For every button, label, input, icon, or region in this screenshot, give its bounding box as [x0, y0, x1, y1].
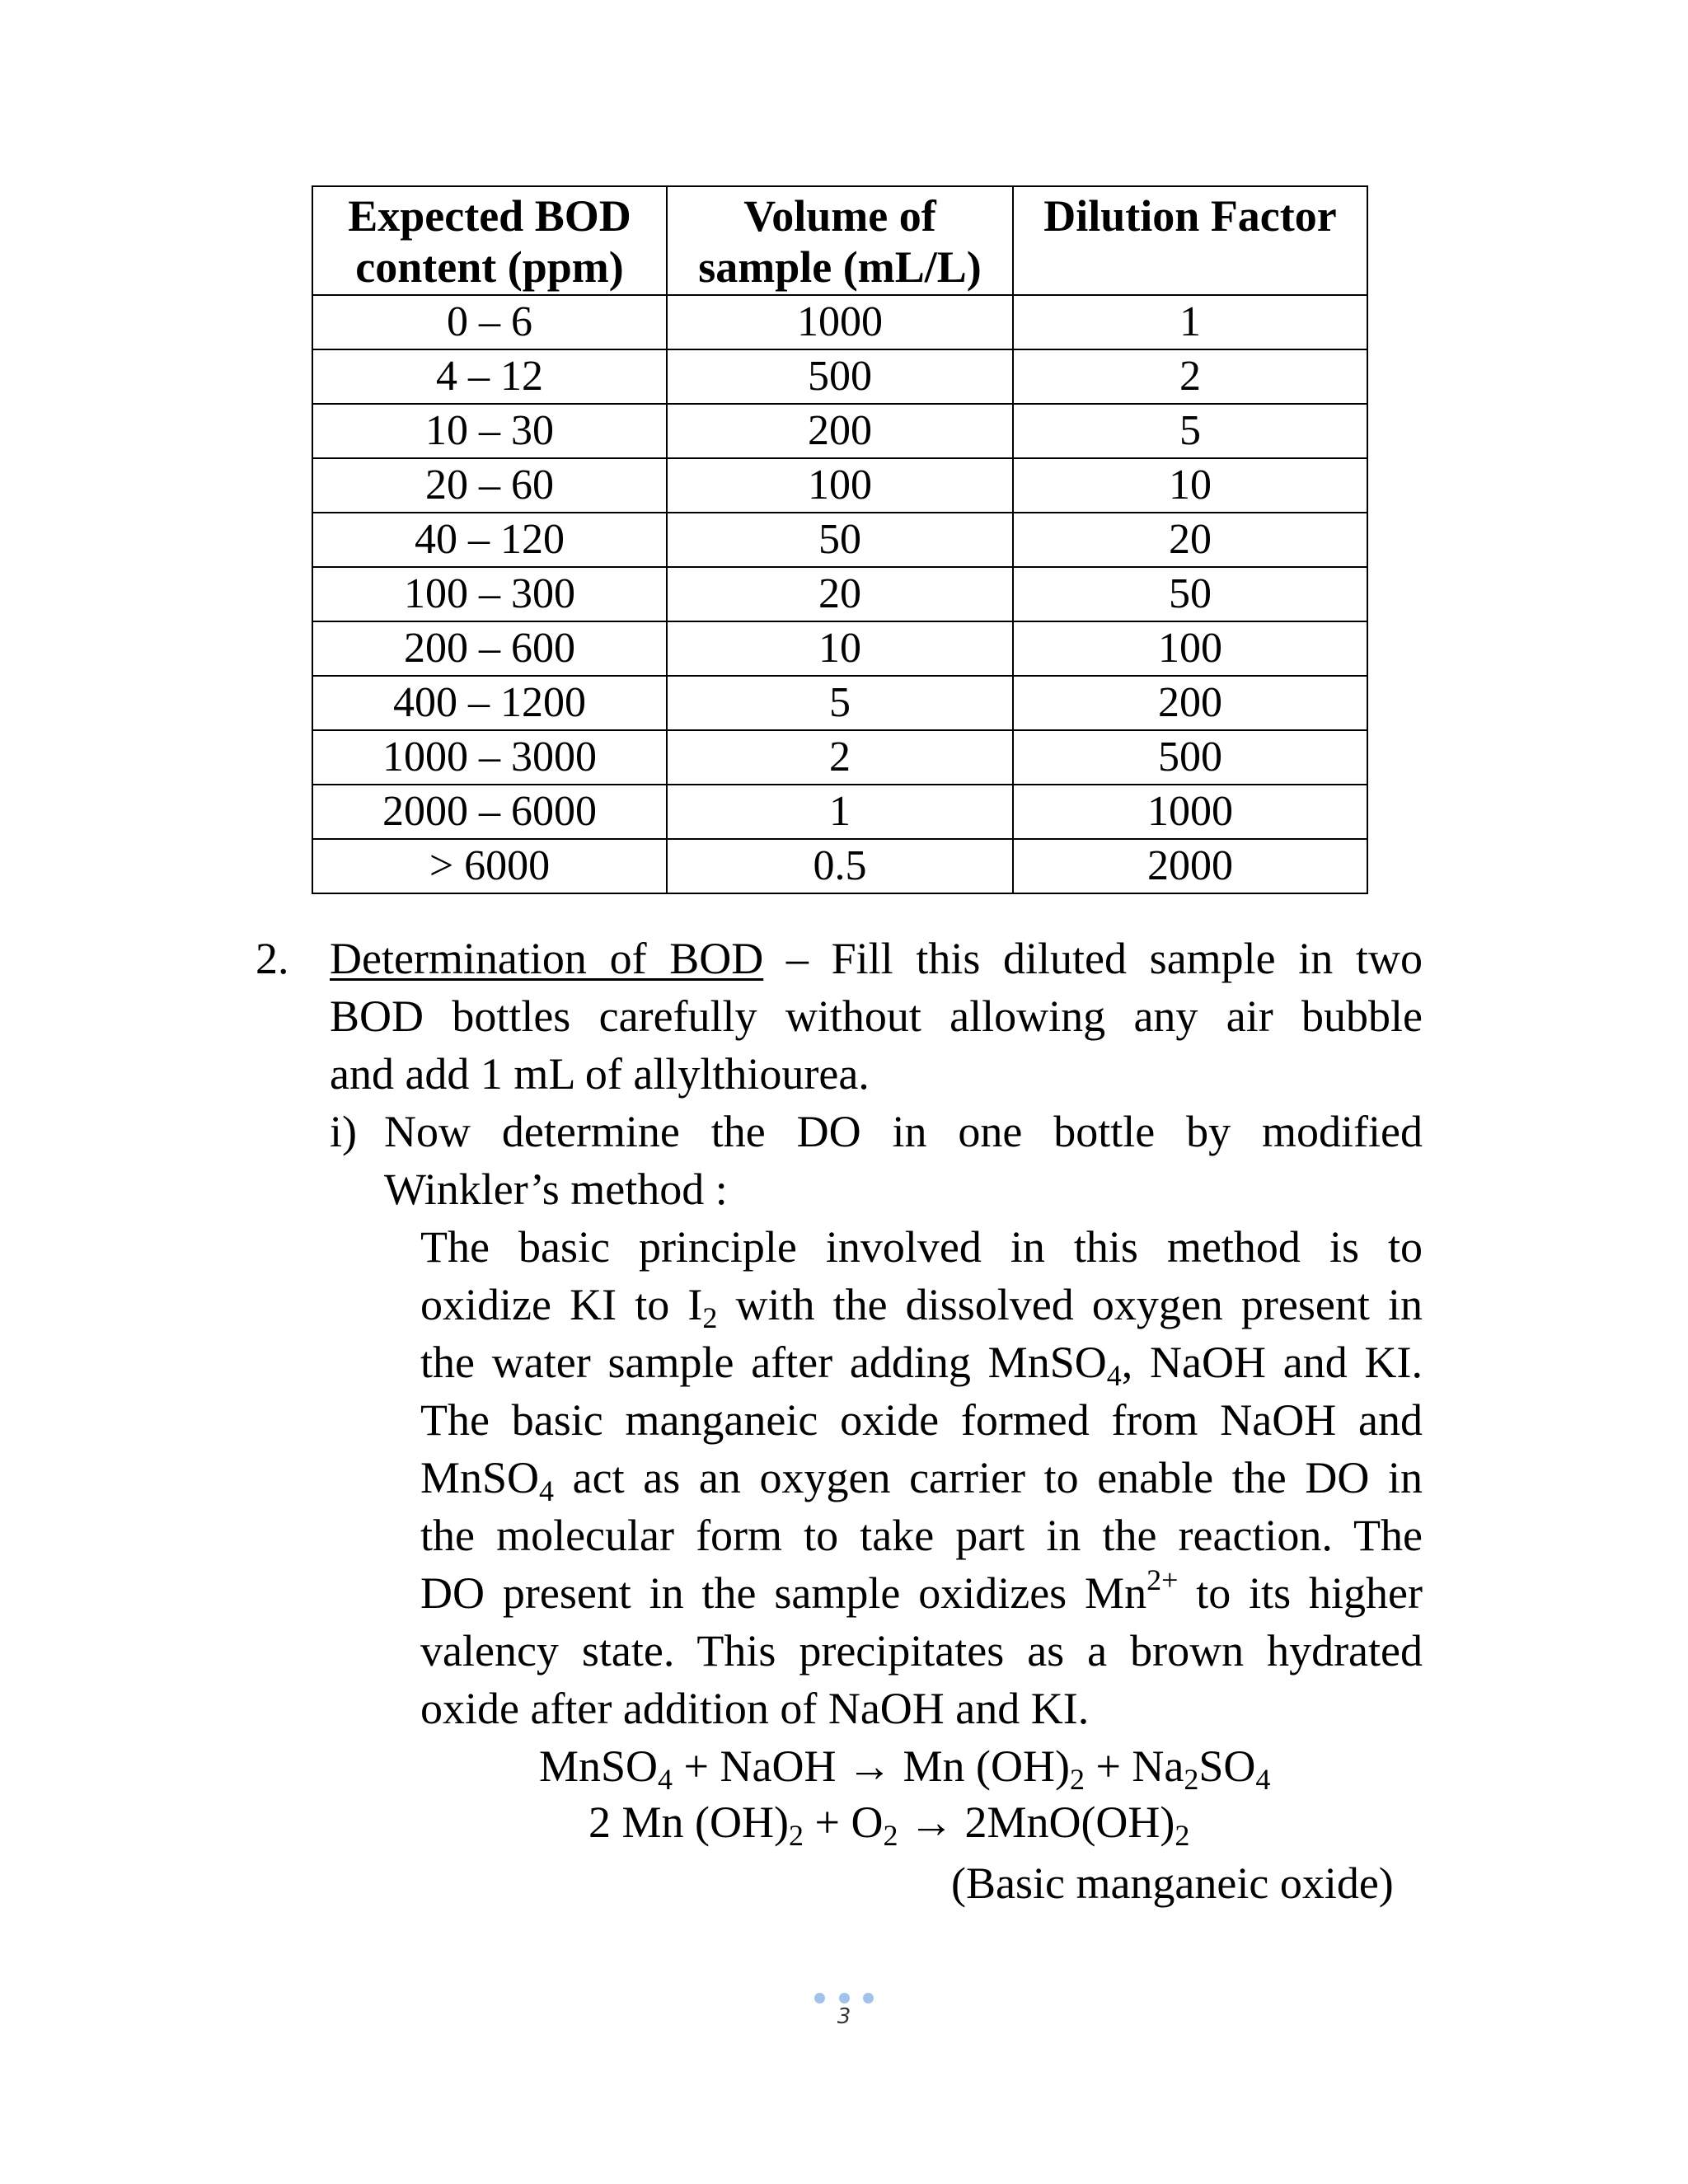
text-line — [420, 1333, 1423, 1391]
subscript: 2 — [883, 1819, 898, 1852]
eq-term: + NaOH → Mn (OH) — [673, 1741, 1070, 1791]
text-span: oxidize KI to I — [420, 1280, 703, 1329]
table-row — [312, 349, 1367, 404]
header-line: sample (mL/L) — [698, 242, 982, 292]
text-line: Now determine the DO in one bottle by modified — [384, 1107, 1423, 1156]
header-expected-bod — [312, 186, 667, 295]
text-line: The basic manganeic oxide formed from NaOH and — [420, 1395, 1423, 1445]
eq-term: + Na — [1084, 1741, 1184, 1791]
dot-icon — [863, 1993, 874, 2004]
table-cell: 200 — [667, 404, 1013, 458]
table-cell: 1 — [1013, 295, 1367, 349]
table-cell: 5 — [1013, 404, 1367, 458]
text-span: the water sample after adding MnSO — [420, 1338, 1107, 1387]
header-line: Volume of — [743, 191, 936, 241]
table-cell: 400 – 1200 — [312, 676, 667, 730]
dot-icon — [839, 1993, 850, 2004]
table-cell: 50 — [667, 513, 1013, 567]
table-cell: 20 — [667, 567, 1013, 621]
table-cell: 500 — [1013, 730, 1367, 785]
table-row — [312, 458, 1367, 513]
table-row — [312, 513, 1367, 567]
subscript: 4 — [658, 1763, 673, 1796]
table-row — [312, 295, 1367, 349]
text-line: valency state. This precipitates as a brown hydrated — [420, 1626, 1423, 1675]
table-cell: 2000 — [1013, 839, 1367, 893]
table-row — [312, 567, 1367, 621]
table-row — [312, 404, 1367, 458]
dot-icon — [814, 1993, 825, 2004]
text-line: BOD bottles carefully without allowing any air bubble — [330, 991, 1423, 1041]
text-span: , NaOH and KI. — [1121, 1338, 1423, 1387]
table-cell: 20 — [1013, 513, 1367, 567]
table-cell: 0.5 — [667, 839, 1013, 893]
text-line — [330, 930, 1423, 987]
superscript: 2+ — [1146, 1563, 1179, 1596]
header-line: Expected BOD — [348, 191, 631, 241]
table-cell: 200 – 600 — [312, 621, 667, 676]
text-line — [420, 1276, 1423, 1333]
table-cell: 100 — [1013, 621, 1367, 676]
text-span: act as an oxygen carrier to enable the DO in — [554, 1453, 1423, 1502]
table-cell: 100 – 300 — [312, 567, 667, 621]
eq-term: SO — [1198, 1741, 1256, 1791]
subscript: 2 — [788, 1819, 804, 1852]
header-line: Dilution Factor — [1043, 191, 1337, 241]
subscript: 2 — [1184, 1763, 1199, 1796]
subscript: 4 — [539, 1474, 555, 1507]
table-cell: > 6000 — [312, 839, 667, 893]
subscript: 4 — [1106, 1359, 1122, 1392]
text-line: The basic principle involved in this method is to — [420, 1222, 1423, 1272]
table-header-row — [312, 186, 1367, 295]
table-cell: 100 — [667, 458, 1013, 513]
table-row — [312, 676, 1367, 730]
text-span: – Fill this diluted sample in two — [763, 934, 1423, 983]
subscript: 4 — [1255, 1763, 1271, 1796]
subscript: 2 — [702, 1301, 718, 1334]
bod-dilution-table — [312, 185, 1368, 894]
eq-term: + O — [803, 1797, 884, 1847]
text-line — [420, 1449, 1423, 1507]
eq-term: 2 Mn (OH) — [588, 1797, 789, 1847]
table-cell: 0 – 6 — [312, 295, 667, 349]
table-cell: 500 — [667, 349, 1013, 404]
table-row — [312, 621, 1367, 676]
table-cell: 200 — [1013, 676, 1367, 730]
eq-term: MnSO — [539, 1741, 659, 1791]
table-cell: 4 – 12 — [312, 349, 667, 404]
table-cell: 2 — [667, 730, 1013, 785]
table-cell: 2 — [1013, 349, 1367, 404]
table-cell: 1000 — [667, 295, 1013, 349]
header-dilution-factor — [1013, 186, 1367, 295]
table-cell: 1000 — [1013, 785, 1367, 839]
text-span: with the dissolved oxygen present in — [717, 1280, 1423, 1329]
sub-item-label: i) — [330, 1107, 357, 1156]
table-cell: 10 – 30 — [312, 404, 667, 458]
text-line — [420, 1564, 1423, 1622]
table-cell: 20 – 60 — [312, 458, 667, 513]
table-row — [312, 730, 1367, 785]
table-cell: 2000 – 6000 — [312, 785, 667, 839]
table-cell: 1 — [667, 785, 1013, 839]
table-cell: 1000 – 3000 — [312, 730, 667, 785]
table-cell: 10 — [667, 621, 1013, 676]
table-cell: 5 — [667, 676, 1013, 730]
equation-note: (Basic manganeic oxide) — [951, 1858, 1394, 1908]
text-line: the molecular form to take part in the reaction. The — [420, 1511, 1423, 1560]
table-cell: 40 – 120 — [312, 513, 667, 567]
text-line: and add 1 mL of allylthiourea. — [330, 1049, 870, 1099]
table-row — [312, 839, 1367, 893]
page-number: 3 — [837, 2004, 851, 2029]
text-line: oxide after addition of NaOH and KI. — [420, 1684, 1090, 1733]
header-volume-of-sample — [667, 186, 1013, 295]
table-row — [312, 785, 1367, 839]
header-line: content (ppm) — [355, 242, 624, 292]
equation-mnso4-naoh — [539, 1737, 1270, 1795]
list-number: 2. — [256, 934, 289, 983]
table-cell: 50 — [1013, 567, 1367, 621]
sub-item-winkler — [384, 1103, 1423, 1218]
subscript: 2 — [1069, 1763, 1085, 1796]
text-span: DO present in the sample oxidizes Mn — [420, 1568, 1147, 1618]
principle-paragraph — [420, 1218, 1423, 1737]
section-title: Determination of BOD — [330, 934, 764, 983]
item-determination-of-bod — [330, 930, 1423, 1103]
equation-mnoh2-oxidation — [588, 1793, 1189, 1851]
text-line: Winkler’s method : — [384, 1165, 728, 1214]
text-span: MnSO — [420, 1453, 540, 1502]
subscript: 2 — [1175, 1819, 1190, 1852]
text-span: to its higher — [1178, 1568, 1423, 1618]
table-cell: 10 — [1013, 458, 1367, 513]
eq-term: → 2MnO(OH) — [898, 1797, 1175, 1847]
